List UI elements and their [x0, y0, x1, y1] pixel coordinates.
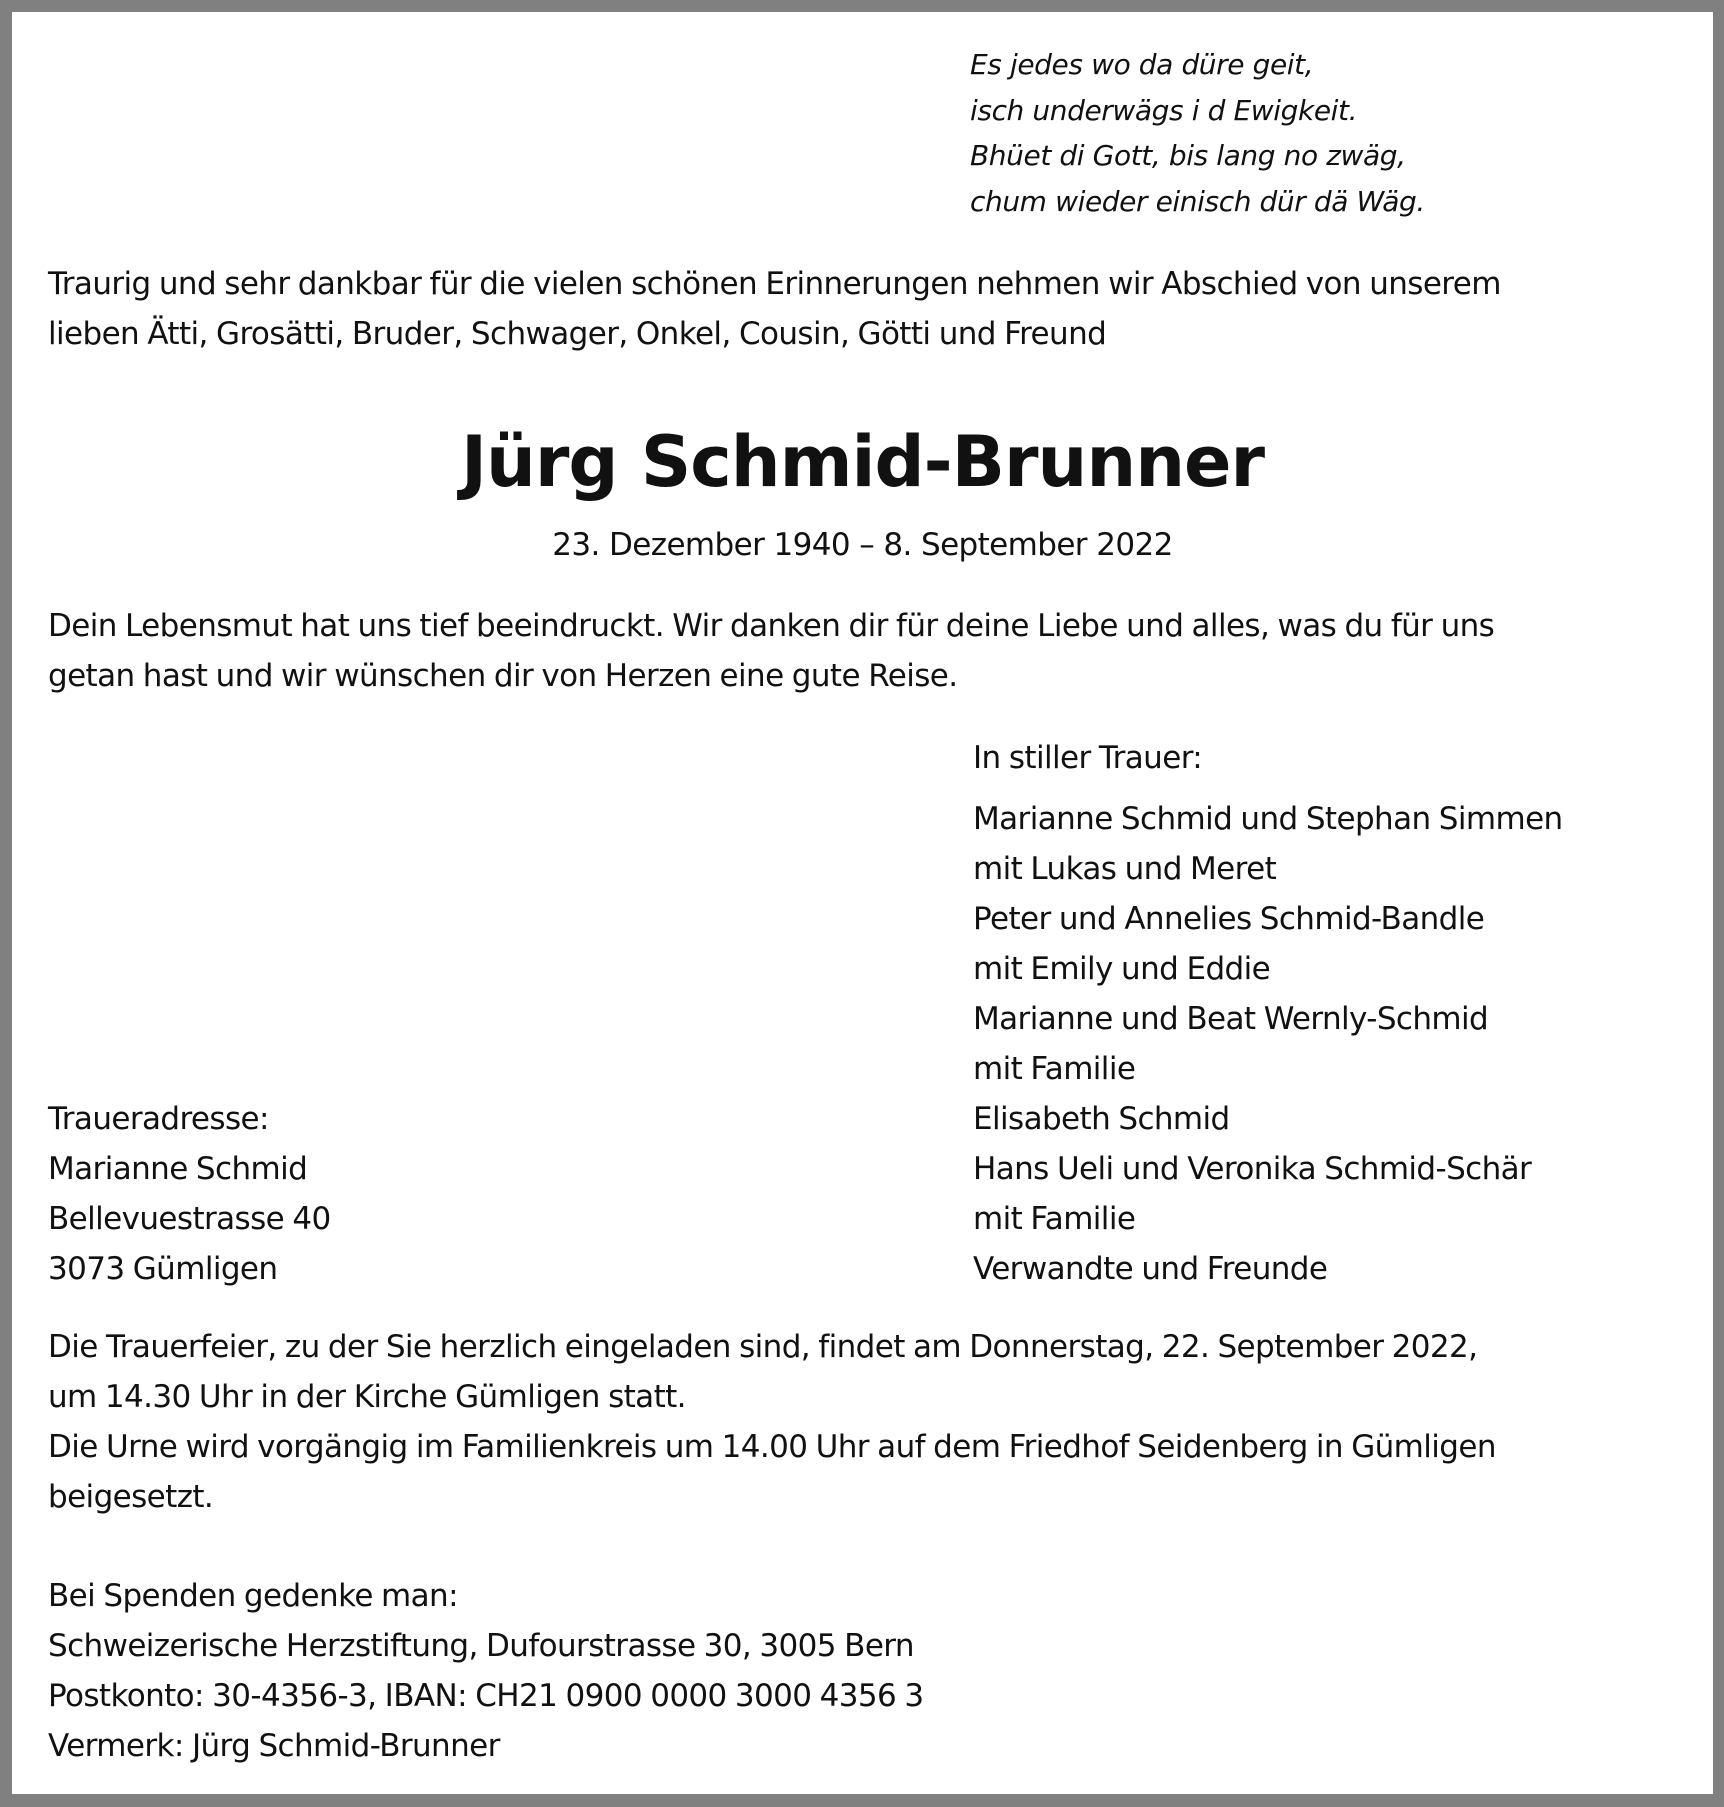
tribute-line: Dein Lebensmut hat uns tief beeindruckt. Wir danken dir für deine Liebe und alles, was du für uns — [48, 608, 1495, 644]
mourning-heading: In stiller Trauer: — [973, 740, 1203, 776]
tribute-line: getan hast und wir wünschen dir von Herzen eine gute Reise. — [48, 658, 958, 694]
intro-line: Traurig und sehr dankbar für die vielen schönen Erinnerungen nehmen wir Abschied von unserem — [48, 266, 1501, 302]
mourner-line: Verwandte und Freunde — [973, 1251, 1328, 1287]
ceremony-line: beigesetzt. — [48, 1479, 214, 1515]
address-name: Marianne Schmid — [48, 1151, 308, 1187]
ceremony-text — [48, 1322, 1496, 1522]
mourner-line: mit Lukas und Meret — [973, 851, 1277, 887]
mourner-line: Peter und Annelies Schmid-Bandle — [973, 901, 1485, 937]
mourner-line: Marianne Schmid und Stephan Simmen — [973, 801, 1563, 837]
mourner-line: mit Familie — [973, 1201, 1136, 1237]
donation-line: Bei Spenden gedenke man: — [48, 1578, 458, 1614]
obituary-page — [12, 12, 1713, 1794]
ceremony-line: um 14.30 Uhr in der Kirche Gümligen statt. — [48, 1379, 686, 1415]
donation-line: Postkonto: 30-4356-3, IBAN: CH21 0900 0000 3000 4356 3 — [48, 1678, 924, 1714]
mourner-line: mit Emily und Eddie — [973, 951, 1271, 987]
mourner-line: Hans Ueli und Veronika Schmid-Schär — [973, 1151, 1532, 1187]
intro-line: lieben Ätti, Grosätti, Bruder, Schwager, Onkel, Cousin, Götti und Freund — [48, 316, 1107, 352]
life-dates: 23. Dezember 1940 – 8. September 2022 — [552, 527, 1173, 563]
address-street: Bellevuestrasse 40 — [48, 1201, 331, 1237]
address-city: 3073 Gümligen — [48, 1251, 278, 1287]
ceremony-line: Die Urne wird vorgängig im Familienkreis um 14.00 Uhr auf dem Friedhof Seidenberg in Gümligen — [48, 1429, 1496, 1465]
mourning-address — [48, 1094, 331, 1294]
ceremony-line: Die Trauerfeier, zu der Sie herzlich eingeladen sind, findet am Donnerstag, 22. September 2022, — [48, 1329, 1478, 1365]
mourner-line: Marianne und Beat Wernly-Schmid — [973, 1001, 1489, 1037]
mourners-list — [973, 794, 1563, 1294]
poem-line: Bhüet di Gott, bis lang no zwäg, — [970, 139, 1406, 172]
poem-line: isch underwägs i d Ewigkeit. — [970, 93, 1358, 127]
address-label: Traueradresse: — [48, 1101, 269, 1137]
intro-text — [48, 259, 1501, 359]
mourner-line: Elisabeth Schmid — [973, 1101, 1230, 1137]
mourner-line: mit Familie — [973, 1051, 1136, 1087]
tribute-text — [48, 601, 1494, 701]
poem — [970, 42, 1425, 224]
poem-line: Es jedes wo da düre geit, — [970, 48, 1314, 81]
donation-line: Vermerk: Jürg Schmid-Brunner — [48, 1728, 500, 1764]
deceased-name: Jürg Schmid-Brunner — [460, 421, 1265, 503]
poem-line: chum wieder einisch dür dä Wäg. — [970, 184, 1425, 218]
donation-line: Schweizerische Herzstiftung, Dufourstrasse 30, 3005 Bern — [48, 1628, 914, 1664]
donation-info — [48, 1571, 924, 1771]
